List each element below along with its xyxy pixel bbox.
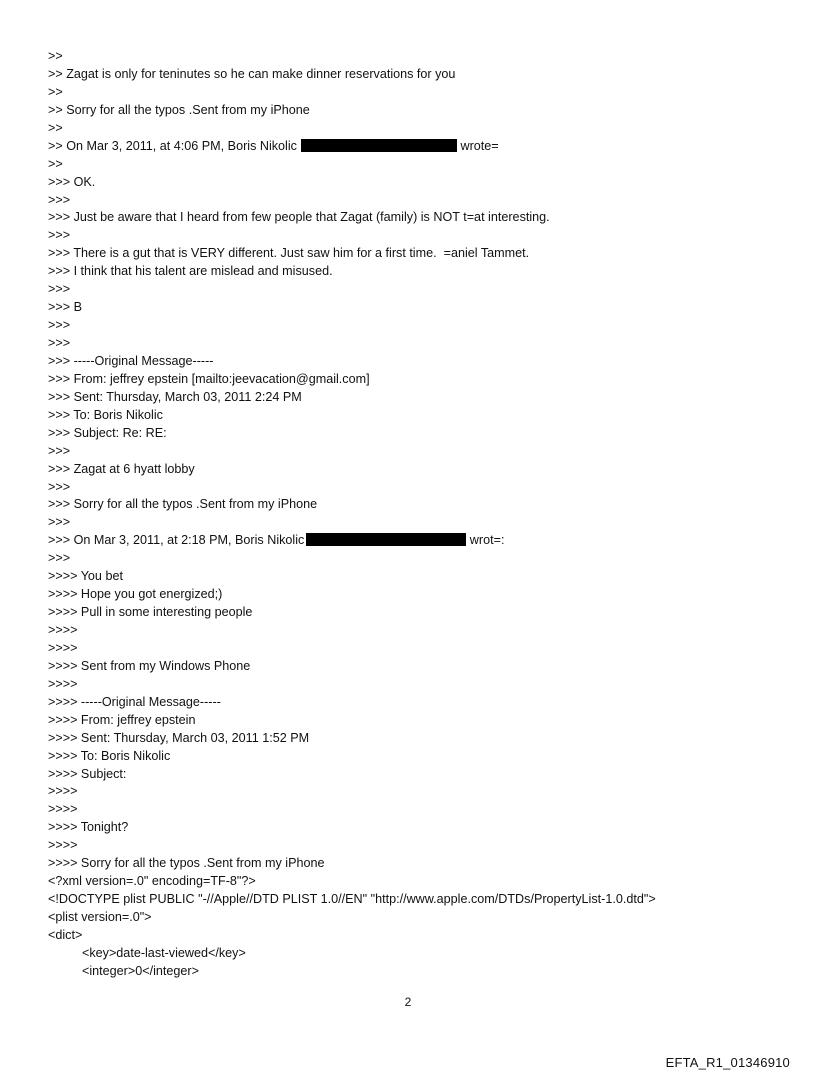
xml-line: <key>date-last-viewed</key> [82, 945, 246, 960]
text-line: >>>> Subject: [48, 766, 127, 781]
document-id: EFTA_R1_01346910 [665, 1055, 790, 1070]
text-line: >>> [48, 336, 71, 350]
text-line: >>> Just be aware that I heard from few people that Zagat (family) is NOT t=at interesting. [48, 210, 550, 225]
text-line: >>>> Tonight? [48, 820, 129, 835]
text-segment: wrote= [456, 138, 499, 153]
text-line: >> [48, 120, 63, 135]
header-line-with-redaction [48, 532, 788, 550]
text-segment: >> On Mar 3, 2011, at 4:06 PM, Boris Nikolic [48, 138, 297, 153]
text-line: >>>> -----Original Message----- [48, 694, 221, 709]
text-line: >>>> [48, 640, 78, 655]
text-line: >>>> Sent from my Windows Phone [48, 658, 251, 673]
text-line: >> [48, 49, 63, 63]
text-line: >>> [48, 551, 71, 566]
text-line: >>> To: Boris Nikolic [48, 407, 163, 422]
text-line: >>>> [48, 838, 78, 853]
text-line: >>>> [48, 676, 78, 691]
text-line: >>> [48, 192, 71, 207]
text-line: >>> [48, 282, 71, 297]
text-line: >>> B [48, 300, 82, 315]
text-line: >>>> From: jeffrey epstein [48, 712, 196, 727]
xml-line: <integer>0</integer> [82, 963, 199, 978]
text-line: >>>> Sorry for all the typos .Sent from my iPhone [48, 856, 325, 871]
text-line: >>> I think that his talent are mislead and misused. [48, 264, 333, 279]
redaction-box [306, 533, 466, 546]
text-line: >>>> [48, 802, 78, 817]
text-line: >>>> You bet [48, 569, 123, 584]
text-line: >>>> [48, 623, 78, 637]
text-line: >>> [48, 479, 71, 494]
text-line: >>> Subject: Re: RE: [48, 425, 167, 440]
text-line: >> Sorry for all the typos .Sent from my iPhone [48, 102, 310, 117]
xml-line: <!DOCTYPE plist PUBLIC "-//Apple//DTD PLIST 1.0//EN" "http://www.apple.com/DTDs/PropertyList-1.0.dtd"> [48, 892, 656, 907]
text-line: >>>> To: Boris Nikolic [48, 748, 171, 763]
text-line: >>> There is a gut that is VERY different. Just saw him for a first time. =aniel Tammet. [48, 246, 530, 261]
text-line: >> Zagat is only for teninutes so he can make dinner reservations for you [48, 66, 456, 81]
text-segment: wrot=: [466, 533, 505, 548]
text-line: >> [48, 84, 63, 99]
text-line: >>>> Sent: Thursday, March 03, 2011 1:52 PM [48, 730, 310, 745]
text-line: >> [48, 156, 63, 171]
xml-line: <plist version=.0"> [48, 910, 152, 924]
redaction-box [301, 139, 457, 152]
text-line: >>> [48, 318, 71, 333]
xml-line: <dict> [48, 927, 83, 942]
text-line: >>> Sent: Thursday, March 03, 2011 2:24 PM [48, 389, 302, 404]
email-document-body [48, 48, 788, 981]
text-line: >>>> Pull in some interesting people [48, 605, 253, 620]
text-line: >>> [48, 443, 71, 458]
text-line: >>> From: jeffrey epstein [mailto:jeevacation@gmail.com] [48, 371, 370, 386]
text-line: >>>> Hope you got energized;) [48, 587, 223, 602]
text-line: >>> Zagat at 6 hyatt lobby [48, 461, 195, 476]
text-line: >>> Sorry for all the typos .Sent from my iPhone [48, 497, 318, 512]
text-segment: >>> On Mar 3, 2011, at 2:18 PM, Boris Nikolic [48, 533, 305, 548]
xml-line: <?xml version=.0" encoding=TF-8"?> [48, 874, 256, 889]
text-line: >>> [48, 515, 71, 530]
text-line: >>>> [48, 784, 78, 799]
text-line: >>> [48, 228, 71, 243]
header-line-with-redaction [48, 138, 788, 156]
page-number: 2 [404, 995, 412, 1009]
text-line: >>> OK. [48, 174, 96, 189]
text-line: >>> -----Original Message----- [48, 353, 214, 368]
